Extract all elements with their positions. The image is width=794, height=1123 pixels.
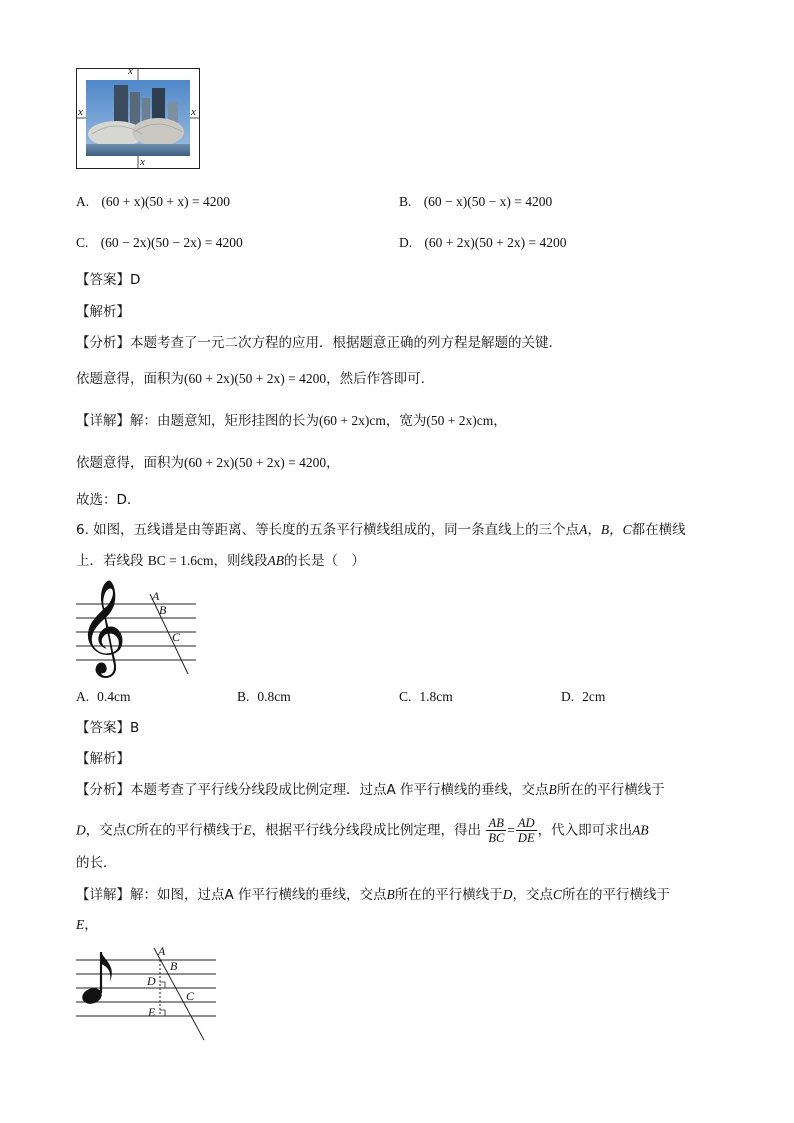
option-expression: (60 + x)(50 + x) = 4200 (101, 194, 230, 209)
q6-fenxi-line1: 【分析】本题考查了平行线分线段成比例定理．过点A 作平行横线的垂线，交点B所在的平行横线于 (76, 782, 665, 798)
q5-option-d: D. (60 + 2x)(50 + 2x) = 4200 (399, 235, 567, 250)
q6-stem-line2: 上．若线段 BC = 1.6cm，则线段AB的长是（ ） (76, 553, 366, 569)
q5-xiangjie: 【详解】解：由题意知，矩形挂图的长为(60 + 2x)cm，宽为(50 + 2x)cm， (76, 413, 507, 429)
q6-option-d: D. 2cm (561, 689, 606, 704)
q5-jiexi-heading: 【解析】 (76, 304, 130, 320)
q5-fenxi: 【分析】本题考查了一元二次方程的应用．根据题意正确的列方程是解题的关键． (76, 335, 562, 351)
label-a: A (158, 944, 166, 958)
q6-option-c: C. 1.8cm (399, 689, 453, 704)
q6-answer: 【答案】B (76, 720, 140, 736)
q5-fenxi-line2: 依题意得，面积为(60 + 2x)(50 + 2x) = 4200，然后作答即可． (76, 371, 435, 387)
q6-jiexi-heading: 【解析】 (76, 751, 130, 767)
figure-photo-frame (76, 65, 200, 169)
option-expression: (60 − 2x)(50 − 2x) = 4200 (100, 235, 243, 250)
label-c: C (172, 630, 181, 644)
right-angle-mark-d (160, 982, 165, 988)
q5-option-a: A. (60 + x)(50 + x) = 4200 (76, 194, 230, 209)
note-flag-icon (101, 952, 112, 982)
label-b: B (159, 603, 167, 617)
figure-staff-construction (76, 944, 220, 1044)
q6-option-b: B. 0.8cm (237, 689, 291, 704)
option-expression: (60 + 2x)(50 + 2x) = 4200 (424, 235, 567, 250)
label-x-top: x (128, 65, 133, 77)
label-a: A (152, 589, 160, 603)
fraction-ab-bc: $\frac{AB}{BC}$ (488, 816, 505, 845)
q6-fenxi-line2: D，交点C所在的平行横线于E，根据平行线分线段成比例定理，得出 $\frac{AB}{BC}$ = $\frac{AD}{DE}$ ，代入即可求出AB (76, 816, 649, 845)
fraction-ad-de: $\frac{AD}{DE}$ (517, 816, 535, 845)
treble-clef-icon: 𝄞 (78, 581, 127, 672)
q6-stem-line1: 6. 如图，五线谱是由等距离、等长度的五条平行横线组成的，同一条直线上的三个点A，B，C都在横线 (76, 522, 686, 538)
label-x-right: x (191, 106, 196, 118)
dome-right (132, 118, 184, 146)
label-e: E (148, 1005, 156, 1019)
q6-fenxi-line3: 的长． (76, 855, 117, 871)
option-expression: (60 − x)(50 − x) = 4200 (423, 194, 553, 209)
label-x-bottom: x (140, 156, 145, 168)
q6-xiangjie-line1: 【详解】解：如图，过点A 作平行横线的垂线，交点B所在的平行横线于D，交点C所在的平行横线于 (76, 887, 671, 903)
label-x-left: x (78, 106, 83, 118)
q5-option-c: C. (60 − 2x)(50 − 2x) = 4200 (76, 235, 243, 250)
q5-xiangjie-line2: 依题意得，面积为(60 + 2x)(50 + 2x) = 4200， (76, 455, 340, 471)
q5-option-b: B. (60 − x)(50 − x) = 4200 (399, 194, 553, 209)
figure-staff-treble (76, 581, 200, 678)
label-c: C (186, 989, 195, 1003)
q6-xiangjie-line2: E， (76, 917, 98, 933)
label-b: B (170, 959, 178, 973)
q5-answer: 【答案】D (76, 272, 141, 288)
label-d: D (147, 974, 156, 988)
q6-option-a: A. 0.4cm (76, 689, 131, 704)
right-angle-mark-e (160, 1010, 165, 1016)
construction-diagram (76, 944, 220, 1044)
q5-choose: 故选：D． (76, 492, 141, 508)
framed-picture-diagram (76, 68, 200, 169)
